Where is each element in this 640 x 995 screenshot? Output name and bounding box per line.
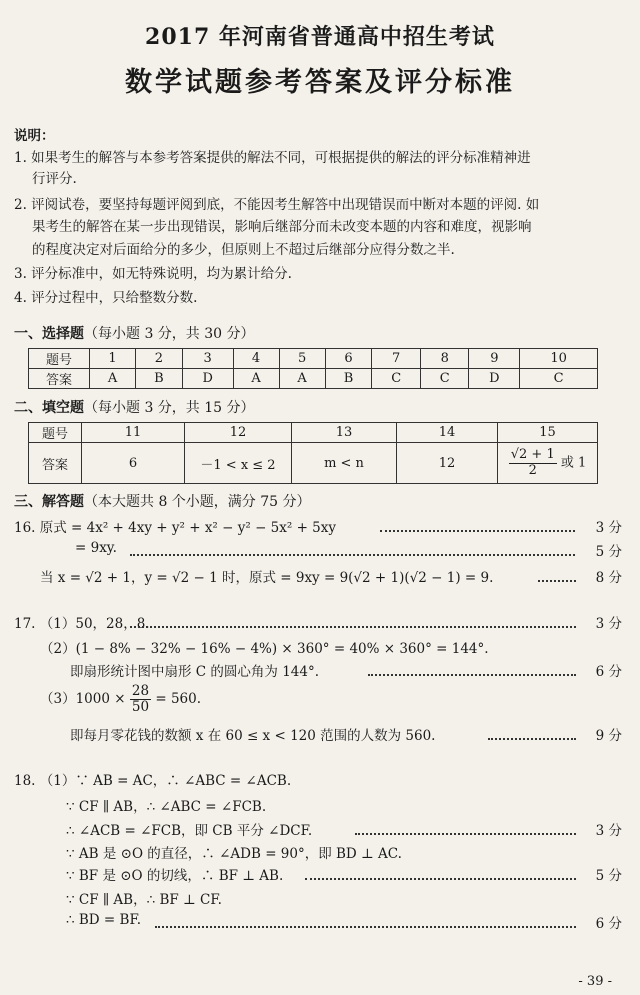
document-subtitle: 数学试题参考答案及评分标准 xyxy=(125,67,515,98)
points: 6 分 xyxy=(595,916,622,932)
section2-note: （每小题 3 分，共 15 分） xyxy=(84,400,255,416)
question-number: 1 xyxy=(90,349,136,369)
leader-dots xyxy=(155,926,576,928)
points: 5 分 xyxy=(595,544,622,560)
section3-header xyxy=(14,491,311,511)
question-number: 8 xyxy=(420,349,469,369)
answer-cell: －1 < x ≤ 2 xyxy=(185,443,292,484)
question-number: 14 xyxy=(397,423,498,443)
q17-line2: （2）(1 − 8% − 32% − 16% − 4%) × 360° = 40% × 360° = 144°. xyxy=(40,641,489,657)
q17-line4 xyxy=(40,684,201,715)
leader-dots xyxy=(355,833,576,835)
q16-line3: 当 x = √2 + 1，y = √2 − 1 时，原式 = 9xy = 9(√2 + 1)(√2 − 1) = 9. xyxy=(40,570,494,586)
row-label: 题号 xyxy=(29,423,82,443)
q18-line6: ∵ CF ∥ AB，∴ BF ⊥ CF. xyxy=(66,892,222,908)
answer-suffix: 或 1 xyxy=(560,455,587,471)
q17-result: = 560. xyxy=(155,690,202,707)
q16-line2: = 9xy. xyxy=(75,540,117,556)
answer-cell: A xyxy=(279,369,325,389)
answer-cell: m < n xyxy=(292,443,397,484)
answer-cell-15 xyxy=(498,443,598,484)
note-line: 行评分. xyxy=(32,171,77,187)
q17-line5: 即每月零花钱的数额 x 在 60 ≤ x < 120 范围的人数为 560. xyxy=(70,728,436,744)
section2-header xyxy=(14,397,255,417)
note-line: 3. 评分标准中，如无特殊说明，均为累计给分. xyxy=(14,266,292,282)
section2-heading: 二、填空题 xyxy=(14,400,84,416)
leader-dots xyxy=(488,738,576,740)
question-number: 12 xyxy=(185,423,292,443)
points: 6 分 xyxy=(595,664,622,680)
answer-cell: D xyxy=(182,369,233,389)
note-line: 的程度决定对后面给分的多少，但原则上不超过后继部分应得分数之半. xyxy=(32,242,455,258)
question-number: 10 xyxy=(520,349,598,369)
leader-dots xyxy=(380,530,575,532)
numerator: 28 xyxy=(131,683,150,699)
points: 8 分 xyxy=(595,570,622,586)
q18-line1: 18. （1）∵ AB = AC，∴ ∠ABC = ∠ACB. xyxy=(14,773,292,789)
q18-line2: ∵ CF ∥ AB，∴ ∠ABC = ∠FCB. xyxy=(66,799,267,815)
answer-cell: C xyxy=(372,369,421,389)
question-number: 15 xyxy=(498,423,598,443)
fill-answer-table xyxy=(28,422,598,484)
answer-cell: A xyxy=(233,369,279,389)
question-number: 9 xyxy=(469,349,520,369)
answer-cell: 12 xyxy=(397,443,498,484)
denominator: 2 xyxy=(528,462,537,478)
fraction xyxy=(509,448,557,478)
q17-line1: 17. （1）50，28，8. xyxy=(14,616,150,632)
row-label: 答案 xyxy=(29,369,90,389)
section1-header xyxy=(14,323,255,343)
answer-cell: D xyxy=(469,369,520,389)
leader-dots xyxy=(305,878,576,880)
answer-cell: B xyxy=(325,369,372,389)
leader-dots xyxy=(538,580,576,582)
points: 3 分 xyxy=(595,616,622,632)
points: 3 分 xyxy=(595,520,622,536)
note-line: 4. 评分过程中，只给整数分数. xyxy=(14,290,198,306)
note-line: 果考生的解答在某一步出现错误，影响后继部分而未改变本题的内容和难度，视影响 xyxy=(32,219,532,235)
q18-line7: ∴ BD = BF. xyxy=(66,912,141,928)
section1-note: （每小题 3 分，共 30 分） xyxy=(84,326,255,342)
question-number: 5 xyxy=(279,349,325,369)
question-number: 7 xyxy=(372,349,421,369)
q16-line1: 16. 原式 = 4x² + 4xy + y² + x² − y² − 5x² + 5xy xyxy=(14,520,337,536)
q17-line3: 即扇形统计图中扇形 C 的圆心角为 144°. xyxy=(70,664,320,680)
answer-cell: C xyxy=(520,369,598,389)
note-line: 2. 评阅试卷，要坚持每题评阅到底，不能因考生解答中出现错误而中断对本题的评阅. 如 xyxy=(14,197,540,213)
q18-line5: ∵ BF 是 ⊙O 的切线，∴ BF ⊥ AB. xyxy=(66,868,284,884)
section1-heading: 一、选择题 xyxy=(14,326,84,342)
leader-dots xyxy=(368,674,576,676)
choice-answer-table xyxy=(28,348,598,389)
answer-cell: 6 xyxy=(82,443,185,484)
question-number: 6 xyxy=(325,349,372,369)
points: 9 分 xyxy=(595,728,622,744)
note-line: 1. 如果考生的解答与本参考答案提供的解法不同，可根据提供的解法的评分标准精神进 xyxy=(14,150,531,166)
denominator: 50 xyxy=(131,698,150,715)
question-number: 4 xyxy=(233,349,279,369)
question-number: 13 xyxy=(292,423,397,443)
q18-line4: ∵ AB 是 ⊙O 的直径，∴ ∠ADB = 90°，即 BD ⊥ AC. xyxy=(66,846,402,862)
leader-dots xyxy=(130,554,575,556)
page-number: - 39 - xyxy=(578,974,612,989)
answer-cell: B xyxy=(136,369,183,389)
numerator: √2 + 1 xyxy=(510,447,555,463)
row-label: 答案 xyxy=(29,443,82,484)
row-label: 题号 xyxy=(29,349,90,369)
section3-note: （本大题共 8 个小题，满分 75 分） xyxy=(84,494,311,510)
q17-expr: （3）1000 × xyxy=(40,690,126,707)
question-number: 3 xyxy=(182,349,233,369)
fraction xyxy=(130,684,151,715)
q18-line3: ∴ ∠ACB = ∠FCB，即 CB 平分 ∠DCF. xyxy=(66,823,313,839)
points: 5 分 xyxy=(595,868,622,884)
answer-cell: A xyxy=(90,369,136,389)
exam-title: 2017 年河南省普通高中招生考试 xyxy=(145,24,495,50)
leader-dots xyxy=(130,626,576,628)
question-number: 2 xyxy=(136,349,183,369)
answer-cell: C xyxy=(420,369,469,389)
question-number: 11 xyxy=(82,423,185,443)
section3-heading: 三、解答题 xyxy=(14,494,84,510)
notes-heading: 说明： xyxy=(14,128,55,144)
points: 3 分 xyxy=(595,823,622,839)
